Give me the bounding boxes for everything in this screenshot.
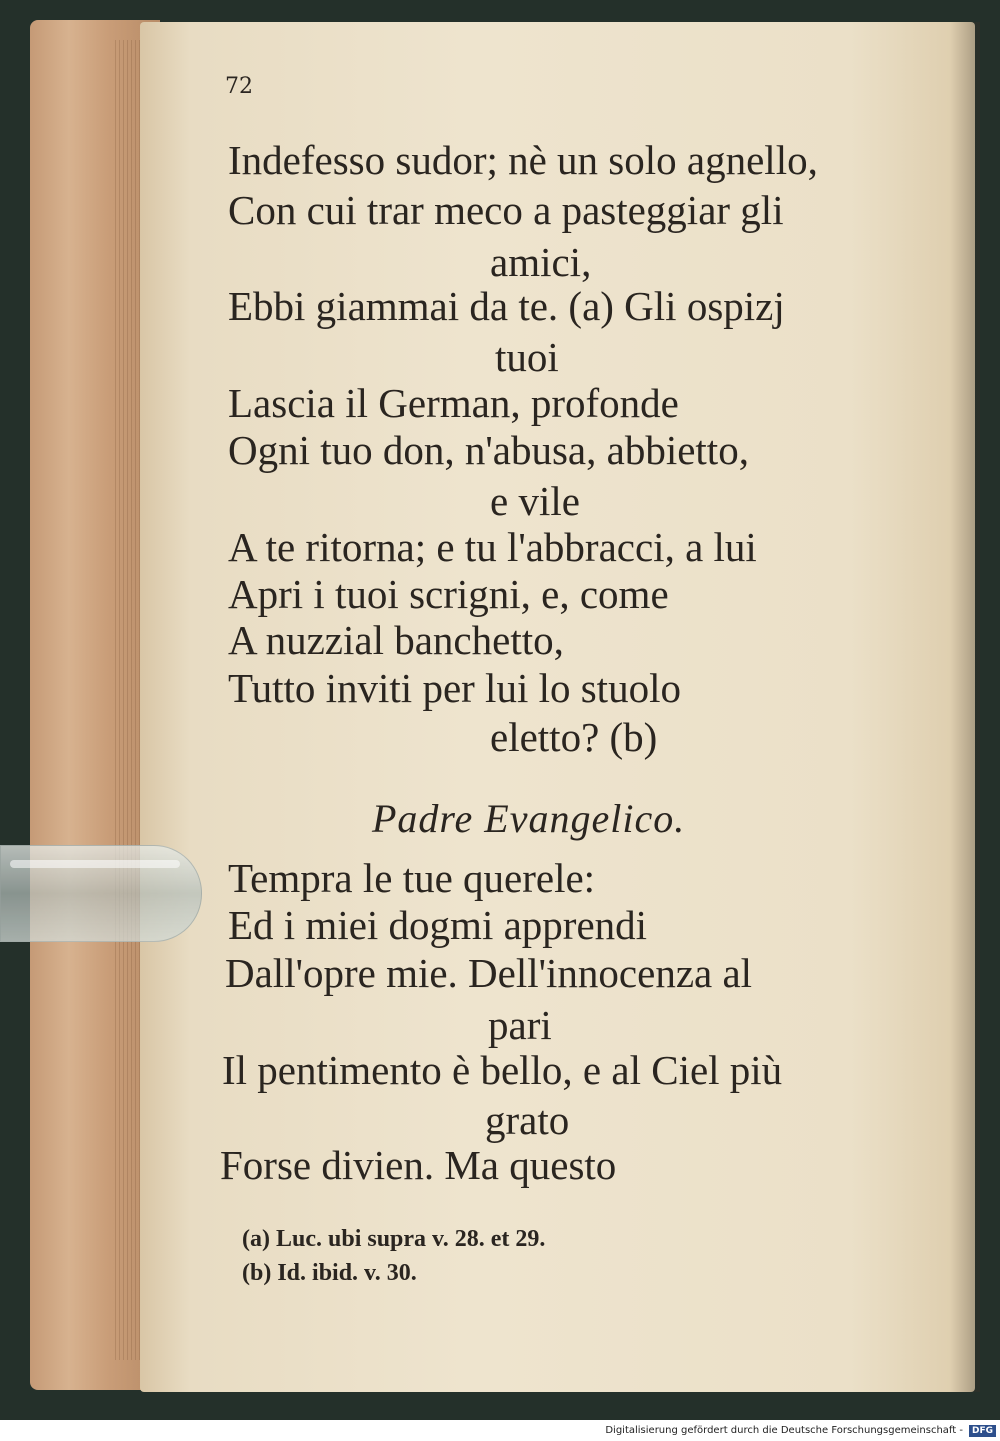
verse-line: Dall'opre mie. Dell'innocenza al — [225, 950, 753, 996]
verse-line: A te ritorna; e tu l'abbracci, a lui — [228, 524, 757, 570]
verse-line: tuoi — [495, 334, 559, 380]
bookmark-highlight — [10, 860, 180, 868]
footer-bar — [0, 1420, 1000, 1441]
verse-line: Lascia il German, profonde — [228, 380, 679, 426]
speaker-heading: Padre Evangelico. — [372, 796, 686, 841]
verse-line: Ebbi giammai da te. (a) Gli ospizj — [228, 283, 785, 329]
verse-line: Con cui trar meco a pasteggiar gli — [228, 187, 784, 233]
verse-line: Il pentimento è bello, e al Ciel più — [222, 1047, 783, 1093]
verse-line: Indefesso sudor; nè un solo agnello, — [228, 137, 818, 183]
verse-line: Apri i tuoi scrigni, e, come — [228, 571, 669, 617]
verse-line: Tempra le tue querele: — [228, 855, 596, 901]
verse-line: amici, — [490, 239, 592, 285]
spine-shadow — [950, 22, 980, 1392]
verse-line: A nuzzial banchetto, — [228, 617, 564, 663]
verse-line: e vile — [490, 478, 580, 524]
verse-line: Ogni tuo don, n'abusa, abbietto, — [228, 427, 749, 473]
verse-line: Tutto inviti per lui lo stuolo — [228, 665, 681, 711]
verse-line: grato — [485, 1097, 570, 1143]
verse-line: Ed i miei dogmi apprendi — [228, 902, 648, 948]
footnote: (b) Id. ibid. v. 30. — [242, 1260, 417, 1286]
page-number: 72 — [225, 74, 253, 99]
dfg-logo-icon: DFG — [969, 1425, 996, 1437]
verse-line: Forse divien. Ma questo — [220, 1142, 617, 1188]
footnote: (a) Luc. ubi supra v. 28. et 29. — [242, 1226, 546, 1252]
footer-credit: Digitalisierung gefördert durch die Deutsche Forschungsgemeinschaft - — [605, 1425, 963, 1436]
verse-line: eletto? (b) — [490, 714, 658, 760]
verse-line: pari — [488, 1002, 552, 1048]
